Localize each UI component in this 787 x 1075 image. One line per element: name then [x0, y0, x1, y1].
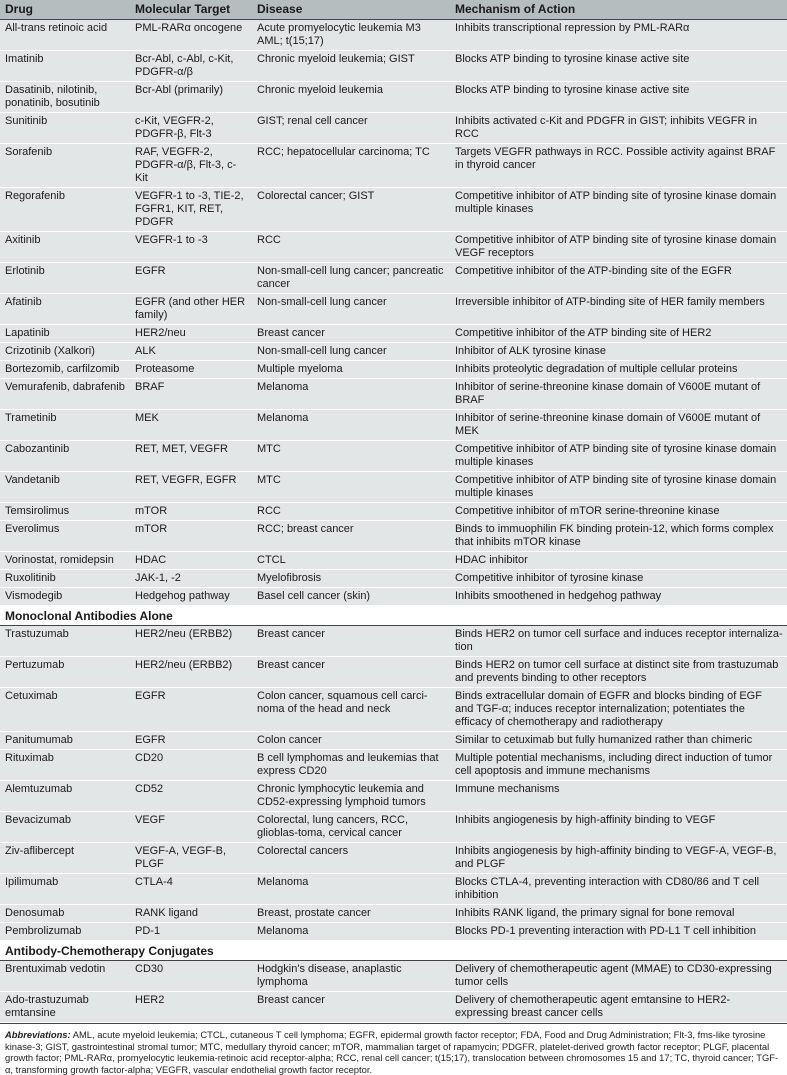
mechanism-cell: Inhibitor of serine-threonine kinase domain of V600E mutant of MEK [450, 410, 787, 441]
disease-cell: MTC [252, 472, 450, 503]
disease-cell: Non-small-cell lung cancer; pancreatic cancer [252, 263, 450, 294]
drug-cell: Vismodegib [0, 588, 130, 606]
drug-cell: Trastuzumab [0, 626, 130, 657]
target-cell: EGFR (and other HER family) [130, 294, 252, 325]
table-row [0, 472, 787, 503]
mechanism-cell: Inhibits proteolytic degradation of multiple cellular proteins [450, 361, 787, 379]
abbreviations-text: AML, acute myeloid leukemia; CTCL, cutaneous T cell lymphoma; EGFR, epidermal growth factor receptor; FDA, Food and Drug Administration; Flt-3, fms-like tyrosine kinase-3; GIST, gastrointestinal stromal tumor; MTC, medullary thyroid cancer; mTOR, mammalian target of rapamycin; PDGFR, platelet-derived growth factor receptor; PLGF, placental growth factor; PML-RARα, promyelocytic leukemia-retinoic acid receptor-alpha; RCC, renal cell cancer; t(15;17), translocation between chromosomes 15 and 17; TC, thyroid cancer; TGF-α, transforming growth factor-alpha; VEGFR, vascular endothelial growth factor receptor. [5, 1029, 779, 1075]
drug-cell: All-trans retinoic acid [0, 20, 130, 51]
mechanism-cell: Competitive inhibitor of ATP binding site of tyrosine kinase domain VEGF receptors [450, 232, 787, 263]
drug-cell: Ipilimumab [0, 874, 130, 905]
table-row [0, 781, 787, 812]
disease-cell: Melanoma [252, 379, 450, 410]
drug-cell: Ziv-aflibercept [0, 843, 130, 874]
drug-cell: Rituximab [0, 750, 130, 781]
header-drug: Drug [0, 0, 130, 20]
target-cell: RANK ligand [130, 905, 252, 923]
disease-cell: Myelofibrosis [252, 570, 450, 588]
table-row [0, 410, 787, 441]
table-row [0, 82, 787, 113]
mechanism-cell: Binds HER2 on tumor cell surface at distinct site from trastuzumab and prevents binding to other receptors [450, 657, 787, 688]
drug-cell: Bortezomib, carfilzomib [0, 361, 130, 379]
disease-cell: MTC [252, 441, 450, 472]
section-title: Antibody-Chemotherapy Conjugates [0, 941, 787, 961]
disease-cell: Breast, prostate cancer [252, 905, 450, 923]
table-row [0, 905, 787, 923]
target-cell: Bcr-Abl, c-Abl, c-Kit, PDGFR-α/β [130, 51, 252, 82]
drug-cell: Pembrolizumab [0, 923, 130, 941]
disease-cell: CTCL [252, 552, 450, 570]
table-row [0, 144, 787, 188]
drug-cell: Vemurafenib, dabrafenib [0, 379, 130, 410]
disease-cell: Breast cancer [252, 657, 450, 688]
drug-cell: Erlotinib [0, 263, 130, 294]
target-cell: MEK [130, 410, 252, 441]
target-cell: CD20 [130, 750, 252, 781]
mechanism-cell: Binds extracellular domain of EGFR and blocks binding of EGF and TGF-α; induces receptor internalization; potentiates the efficacy of chemotherapy and radiotherapy [450, 688, 787, 732]
section-title: Monoclonal Antibodies Alone [0, 606, 787, 626]
disease-cell: Breast cancer [252, 992, 450, 1023]
mechanism-cell: Inhibitor of ALK tyrosine kinase [450, 343, 787, 361]
target-cell: VEGFR-1 to -3, TIE-2, FGFR1, KIT, RET, PDGFR [130, 188, 252, 232]
target-cell: VEGF-A, VEGF-B, PLGF [130, 843, 252, 874]
target-cell: HER2 [130, 992, 252, 1023]
table-row [0, 521, 787, 552]
disease-cell: Breast cancer [252, 325, 450, 343]
disease-cell: Chronic myeloid leukemia; GIST [252, 51, 450, 82]
target-cell: EGFR [130, 688, 252, 732]
mechanism-cell: Inhibits RANK ligand, the primary signal for bone removal [450, 905, 787, 923]
header-mechanism: Mechanism of Action [450, 0, 787, 20]
target-cell: JAK-1, -2 [130, 570, 252, 588]
mechanism-cell: Competitive inhibitor of ATP binding site of tyrosine kinase domain multiple kinases [450, 188, 787, 232]
table-row [0, 750, 787, 781]
drug-cell: Brentuximab vedotin [0, 961, 130, 992]
table-row [0, 379, 787, 410]
target-cell: HER2/neu (ERBB2) [130, 626, 252, 657]
table-row [0, 588, 787, 606]
table-row [0, 343, 787, 361]
drug-cell: Ado-trastuzumab emtansine [0, 992, 130, 1023]
target-cell: mTOR [130, 521, 252, 552]
disease-cell: RCC [252, 232, 450, 263]
table-body [0, 20, 787, 1023]
disease-cell: GIST; renal cell cancer [252, 113, 450, 144]
drug-cell: Imatinib [0, 51, 130, 82]
target-cell: PD-1 [130, 923, 252, 941]
mechanism-cell: Inhibits smoothened in hedgehog pathway [450, 588, 787, 606]
header-disease: Disease [252, 0, 450, 20]
drug-cell: Panitumumab [0, 732, 130, 750]
disease-cell: Melanoma [252, 874, 450, 905]
mechanism-cell: Inhibitor of serine-threonine kinase domain of V600E mutant of BRAF [450, 379, 787, 410]
drug-cell: Cetuximab [0, 688, 130, 732]
disease-cell: B cell lymphomas and leukemias that express CD20 [252, 750, 450, 781]
table-row [0, 503, 787, 521]
table-row [0, 361, 787, 379]
drug-cell: Regorafenib [0, 188, 130, 232]
disease-cell: RCC [252, 503, 450, 521]
table-row [0, 874, 787, 905]
drug-cell: Cabozantinib [0, 441, 130, 472]
target-cell: c-Kit, VEGFR-2, PDGFR-β, Flt-3 [130, 113, 252, 144]
table-header-row [0, 0, 787, 20]
mechanism-cell: Competitive inhibitor of the ATP-binding site of the EGFR [450, 263, 787, 294]
drug-cell: Everolimus [0, 521, 130, 552]
mechanism-cell: Delivery of chemotherapeutic agent emtansine to HER2-expressing breast cancer cells [450, 992, 787, 1023]
mechanism-cell: Immune mechanisms [450, 781, 787, 812]
mechanism-cell: HDAC inhibitor [450, 552, 787, 570]
section-header-row [0, 941, 787, 961]
mechanism-cell: Similar to cetuximab but fully humanized rather than chimeric [450, 732, 787, 750]
abbreviations-label: Abbreviations: [5, 1029, 71, 1040]
table-row [0, 657, 787, 688]
table-row [0, 732, 787, 750]
mechanism-cell: Blocks PD-1 preventing interaction with PD-L1 T cell inhibition [450, 923, 787, 941]
table-row [0, 843, 787, 874]
mechanism-cell: Binds HER2 on tumor cell surface and induces receptor internaliza-tion [450, 626, 787, 657]
disease-cell: Melanoma [252, 410, 450, 441]
abbreviations-footnote [0, 1023, 787, 1075]
drug-cell: Axitinib [0, 232, 130, 263]
disease-cell: Chronic lymphocytic leukemia and CD52-expressing lymphoid tumors [252, 781, 450, 812]
target-cell: mTOR [130, 503, 252, 521]
target-cell: CTLA-4 [130, 874, 252, 905]
table-row [0, 552, 787, 570]
disease-cell: Colon cancer, squamous cell carci-noma of the head and neck [252, 688, 450, 732]
drug-cell: Dasatinib, nilotinib, ponatinib, bosutinib [0, 82, 130, 113]
disease-cell: Colorectal, lung cancers, RCC, glioblas-toma, cervical cancer [252, 812, 450, 843]
table-row [0, 961, 787, 992]
target-cell: EGFR [130, 732, 252, 750]
disease-cell: Colorectal cancer; GIST [252, 188, 450, 232]
drug-cell: Vorinostat, romidepsin [0, 552, 130, 570]
table-row [0, 992, 787, 1023]
drug-cell: Denosumab [0, 905, 130, 923]
drug-cell: Pertuzumab [0, 657, 130, 688]
drug-cell: Trametinib [0, 410, 130, 441]
disease-cell: RCC; hepatocellular carcinoma; TC [252, 144, 450, 188]
table-row [0, 188, 787, 232]
mechanism-cell: Inhibits activated c-Kit and PDGFR in GIST; inhibits VEGFR in RCC [450, 113, 787, 144]
table-row [0, 441, 787, 472]
table-row [0, 812, 787, 843]
drug-cell: Alemtuzumab [0, 781, 130, 812]
table-row [0, 688, 787, 732]
disease-cell: Acute promyelocytic leukemia M3 AML; t(15;17) [252, 20, 450, 51]
target-cell: EGFR [130, 263, 252, 294]
target-cell: VEGFR-1 to -3 [130, 232, 252, 263]
drug-cell: Temsirolimus [0, 503, 130, 521]
target-cell: CD30 [130, 961, 252, 992]
table-row [0, 113, 787, 144]
disease-cell: RCC; breast cancer [252, 521, 450, 552]
drug-cell: Vandetanib [0, 472, 130, 503]
target-cell: PML-RARα oncogene [130, 20, 252, 51]
drug-cell: Bevacizumab [0, 812, 130, 843]
target-cell: HER2/neu [130, 325, 252, 343]
drug-cell: Sunitinib [0, 113, 130, 144]
mechanism-cell: Competitive inhibitor of the ATP binding site of HER2 [450, 325, 787, 343]
target-cell: RET, MET, VEGFR [130, 441, 252, 472]
target-cell: CD52 [130, 781, 252, 812]
mechanism-cell: Irreversible inhibitor of ATP-binding site of HER family members [450, 294, 787, 325]
drug-cell: Ruxolitinib [0, 570, 130, 588]
disease-cell: Colon cancer [252, 732, 450, 750]
section-header-row [0, 606, 787, 626]
table-row [0, 923, 787, 941]
target-cell: ALK [130, 343, 252, 361]
target-cell: Proteasome [130, 361, 252, 379]
mechanism-cell: Competitive inhibitor of ATP binding site of tyrosine kinase domain multiple kinases [450, 472, 787, 503]
target-cell: RAF, VEGFR-2, PDGFR-α/β, Flt-3, c-Kit [130, 144, 252, 188]
mechanism-cell: Competitive inhibitor of tyrosine kinase [450, 570, 787, 588]
disease-cell: Non-small-cell lung cancer [252, 294, 450, 325]
mechanism-cell: Inhibits angiogenesis by high-affinity binding to VEGF-A, VEGF-B, and PLGF [450, 843, 787, 874]
target-cell: BRAF [130, 379, 252, 410]
disease-cell: Non-small-cell lung cancer [252, 343, 450, 361]
target-cell: HER2/neu (ERBB2) [130, 657, 252, 688]
disease-cell: Hodgkin's disease, anaplastic lymphoma [252, 961, 450, 992]
table-row [0, 232, 787, 263]
mechanism-cell: Targets VEGFR pathways in RCC. Possible activity against BRAF in thyroid cancer [450, 144, 787, 188]
disease-cell: Multiple myeloma [252, 361, 450, 379]
table-row [0, 294, 787, 325]
drug-cell: Lapatinib [0, 325, 130, 343]
table-row [0, 20, 787, 51]
target-cell: Hedgehog pathway [130, 588, 252, 606]
drug-cell: Sorafenib [0, 144, 130, 188]
disease-cell: Melanoma [252, 923, 450, 941]
mechanism-cell: Competitive inhibitor of mTOR serine-threonine kinase [450, 503, 787, 521]
mechanism-cell: Blocks CTLA-4, preventing interaction with CD80/86 and T cell inhibition [450, 874, 787, 905]
target-cell: HDAC [130, 552, 252, 570]
table-row [0, 263, 787, 294]
mechanism-cell: Multiple potential mechanisms, including direct induction of tumor cell apoptosis and immune mechanisms [450, 750, 787, 781]
disease-cell: Breast cancer [252, 626, 450, 657]
target-cell: VEGF [130, 812, 252, 843]
mechanism-cell: Binds to immuophilin FK binding protein-12, which forms complex that inhibits mTOR kinase [450, 521, 787, 552]
table-row [0, 626, 787, 657]
drug-cell: Crizotinib (Xalkori) [0, 343, 130, 361]
mechanism-cell: Blocks ATP binding to tyrosine kinase active site [450, 51, 787, 82]
disease-cell: Chronic myeloid leukemia [252, 82, 450, 113]
mechanism-cell: Inhibits angiogenesis by high-affinity binding to VEGF [450, 812, 787, 843]
table-row [0, 51, 787, 82]
table-row [0, 570, 787, 588]
disease-cell: Colorectal cancers [252, 843, 450, 874]
mechanism-cell: Blocks ATP binding to tyrosine kinase active site [450, 82, 787, 113]
drug-cell: Afatinib [0, 294, 130, 325]
mechanism-cell: Delivery of chemotherapeutic agent (MMAE) to CD30-expressing tumor cells [450, 961, 787, 992]
disease-cell: Basel cell cancer (skin) [252, 588, 450, 606]
mechanism-cell: Inhibits transcriptional repression by PML-RARα [450, 20, 787, 51]
table-row [0, 325, 787, 343]
target-cell: RET, VEGFR, EGFR [130, 472, 252, 503]
mechanism-cell: Competitive inhibitor of ATP binding site of tyrosine kinase domain multiple kinases [450, 441, 787, 472]
target-cell: Bcr-Abl (primarily) [130, 82, 252, 113]
header-molecular-target: Molecular Target [130, 0, 252, 20]
